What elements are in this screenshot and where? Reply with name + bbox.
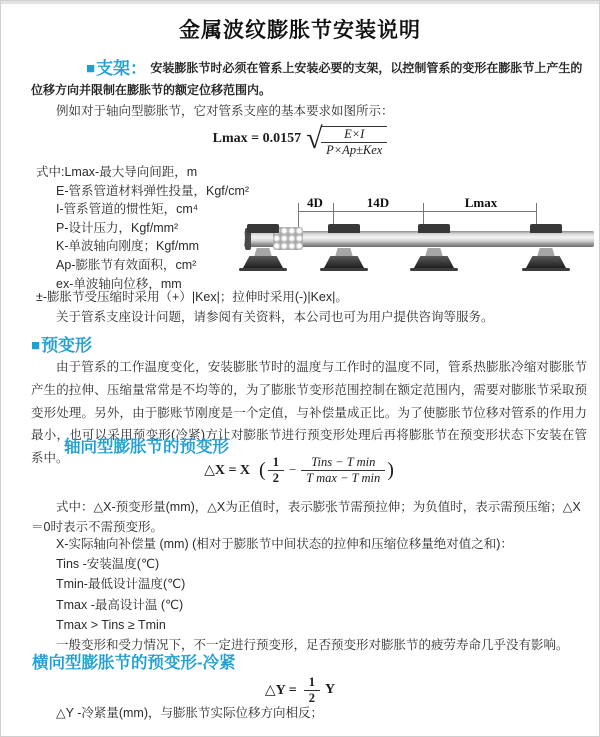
consulting-note-line: 关于管系支座设计问题，请参阅有关资料，本公司也可为用户提供咨询等服务。 [56, 310, 494, 324]
axial-definitions-list [56, 534, 569, 655]
pipe-support [322, 224, 366, 272]
support-intro-text: 安装膨胀节时必须在管系上安装必要的支架，以控制管系的变形在膨胀节上产生的位移方向并限制在膨胀节的额定位移范围内。 [31, 61, 583, 97]
axial-predeform-formula [1, 455, 599, 485]
support-plate [239, 268, 287, 271]
dimension-tick [298, 203, 299, 230]
pipe-support [524, 224, 568, 272]
dim-label-4d: 4D [307, 195, 323, 210]
formula-lhs: △Y = [264, 682, 297, 698]
definition-line: K-单波轴向刚度；Kgf/mm [56, 239, 200, 254]
predeform-section-heading [31, 331, 92, 356]
left-paren: ( [259, 458, 266, 481]
symbol-definitions-list [36, 163, 249, 293]
fraction-numerator: Tins − T min [301, 455, 385, 471]
definition-line: Tmax -最高设计温 (℃) [56, 597, 184, 612]
support-base [526, 256, 566, 268]
right-paren: ) [387, 458, 394, 481]
lateral-predeform-heading: 横向型膨胀节的预变形-冷紧 [32, 654, 236, 672]
support-base [243, 256, 283, 268]
support-plate [410, 268, 458, 271]
definition-line: X-实际轴向补偿量 (mm) (相对于膨胀节中间状态的拉伸和压缩位移量绝对值之和)： [56, 537, 513, 551]
predeform-paragraph: 由于管系的工作温度变化，安装膨胀节时的温度与工作时的温度不同，管系热膨胀冷缩对膨胀节产生的拉伸、压缩量常常是不均等的，为了膨胀节变形范围控制在额定范围内，需要对膨胀节采取预变形处理。另外，由于膨账节刚度是一个定值，与补偿量成正比。为了使膨胀节位移对管系的作用力最小，也可以采用预变形(冷紧)方让对膨胀节进行预变形处理后再将膨胀节在预变形状态下安装在管系中。 [31, 360, 587, 466]
definition-line: Tmin-最低设计温度(℃) [56, 577, 186, 592]
definition-line: P-设计压力，Kgf/mm² [56, 220, 179, 235]
support-saddle [537, 248, 555, 257]
support-base [414, 256, 454, 268]
support-section-paragraph [31, 58, 587, 101]
lmax-formula [1, 121, 599, 157]
section-bullet-icon: ■ [86, 60, 96, 77]
formula-lhs: △X = X [204, 462, 251, 478]
fraction-denominator: 2 [308, 691, 315, 705]
definition-line: 一般变形和受力情况下，不一定进行预变形，足否预变形对膨胀节的疲劳寿命几乎没有影响。 [56, 638, 569, 653]
section-bullet-icon: ■ [31, 337, 41, 354]
definition-line: 式中:Lmax-最大导向间距，m [36, 165, 198, 179]
lmax-formula-lhs: Lmax = 0.0157 [212, 131, 302, 146]
support-base [324, 256, 364, 268]
support-plate [522, 268, 570, 271]
support-example-line: 例如对于轴向型膨胀节，它对管系支座的基本要求如图所示： [56, 104, 394, 118]
cold-tightening-definition-line: △Y -冷紧量(mm)，与膨胀节实际位移方向相反； [56, 706, 324, 720]
fraction-numerator: 1 [304, 675, 320, 691]
lateral-predeform-formula [1, 675, 599, 705]
predeform-heading-label: 预变形 [41, 336, 93, 355]
fraction-denominator: 2 [272, 471, 279, 485]
support-plate [320, 268, 368, 271]
support-saddle [254, 248, 272, 257]
support-clamp [418, 224, 450, 233]
support-saddle [335, 248, 353, 257]
formula-rhs: Y [324, 682, 336, 697]
page-title: 金属波纹膨胀节安装说明 [179, 19, 421, 42]
axial-predeform-heading: 轴向型膨胀节的预变形 [64, 438, 229, 456]
fraction-denominator: T max − T min [306, 471, 381, 485]
definition-line: Tmax > Tins ≥ Tmin [56, 617, 166, 632]
fraction-numerator: √ E×I [321, 127, 387, 143]
pipe-anchor-support [241, 224, 285, 272]
sqrt-radical [308, 125, 387, 157]
definition-line: E-管系管道材料弹性投量，Kgf/cm² [56, 183, 250, 198]
axial-formula-explanation: 式中：△X-预变形量(mm)，△X为正值时，表示膨张节需预拉伸；为负值时，表示需预压缩；△X＝0时表示不需预变形。 [31, 500, 581, 534]
definition-line: ex-单波轴向位移，mm [56, 276, 182, 291]
temperature-fraction [301, 455, 385, 485]
support-section-heading [86, 59, 147, 78]
support-requirement-diagram [244, 194, 598, 282]
plusminus-note-line: ±-膨胀节受压缩时采用（+）|Kex|；拉伸时采用(-)|Kex|。 [36, 290, 348, 304]
support-clamp [247, 224, 279, 233]
pipe-support [412, 224, 456, 272]
lmax-formula-fraction [321, 126, 387, 157]
definition-line: I-管系管道的惯性矩，cm⁴ [56, 202, 199, 217]
support-heading-label: 支架： [96, 59, 148, 78]
fraction-numerator: 1 [268, 455, 284, 471]
dim-label-lmax: Lmax [464, 195, 498, 210]
minus-sign: − [288, 462, 297, 477]
support-saddle [425, 248, 443, 257]
fraction-denominator: P×Ap±Kex [326, 143, 383, 157]
support-clamp [328, 224, 360, 233]
dim-label-14d: 14D [366, 195, 390, 210]
support-clamp [530, 224, 562, 233]
definition-line: Ap-膨胀节有效面积，cm² [56, 257, 197, 272]
definition-line: Tins -安装温度(℃) [56, 557, 160, 572]
one-half-fraction [304, 675, 320, 705]
one-half-fraction [268, 455, 284, 485]
